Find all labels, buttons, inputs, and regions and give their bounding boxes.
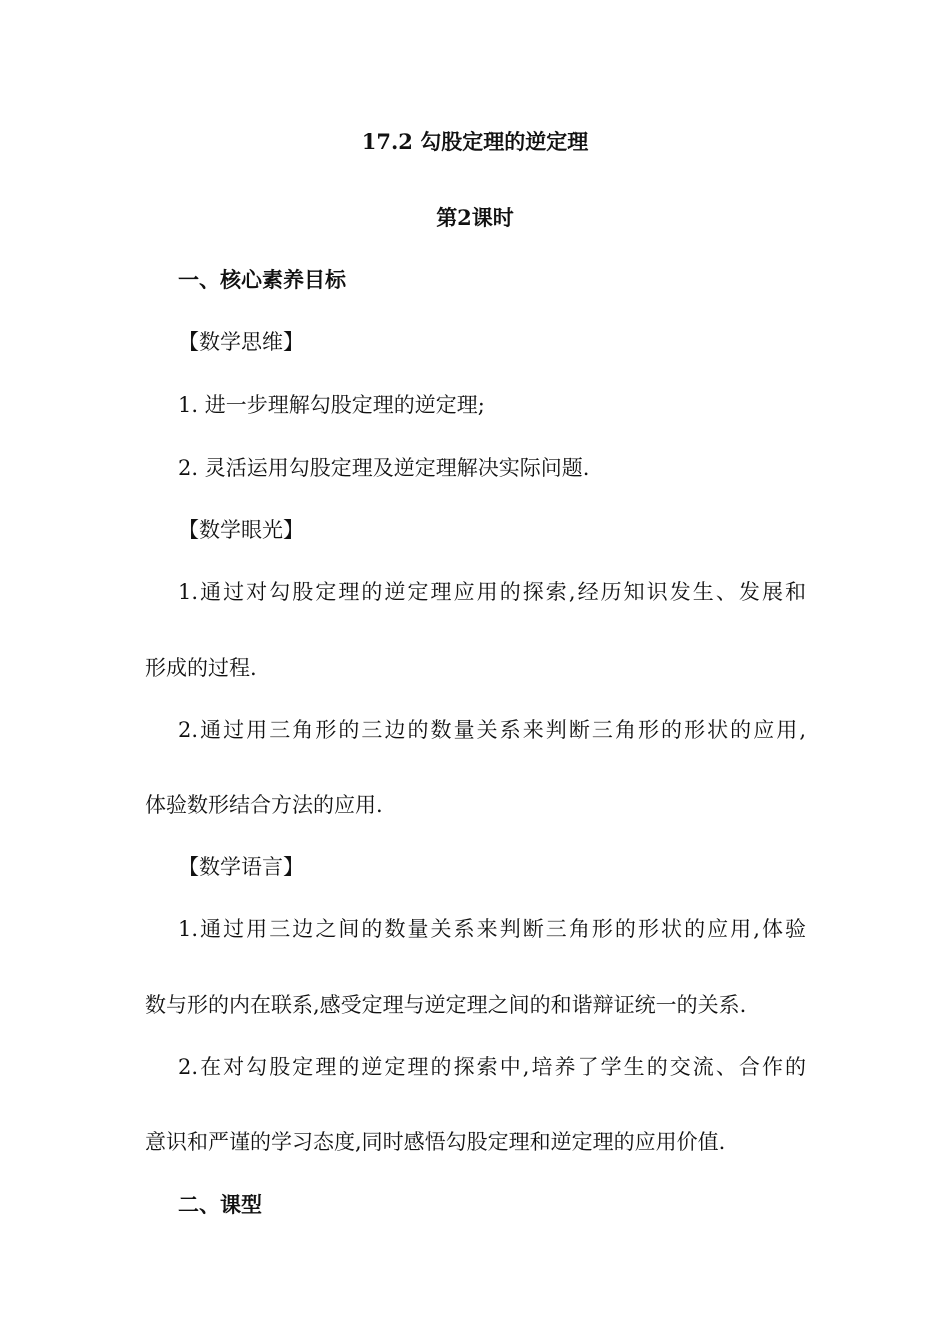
thinking-item-2: 2. 灵活运用勾股定理及逆定理解决实际问题. bbox=[178, 456, 590, 480]
vision-paragraph-1-line-2: 形成的过程. bbox=[145, 656, 257, 680]
lesson-subtitle: 第2课时 bbox=[436, 205, 514, 230]
vision-paragraph-2-line-2: 体验数形结合方法的应用. bbox=[145, 793, 383, 817]
section-heading-core-goals: 一、核心素养目标 bbox=[178, 267, 346, 292]
label-math-language: 【数学语言】 bbox=[178, 855, 304, 879]
language-paragraph-2-line-2: 意识和严谨的学习态度,同时感悟勾股定理和逆定理的应用价值. bbox=[145, 1130, 726, 1154]
vision-paragraph-1-line-1: 1.通过对勾股定理的逆定理应用的探索,经历知识发生、发展和 bbox=[178, 580, 806, 604]
section-heading-lesson-type: 二、课型 bbox=[178, 1192, 262, 1217]
language-paragraph-2-line-1: 2.在对勾股定理的逆定理的探索中,培养了学生的交流、合作的 bbox=[178, 1055, 806, 1079]
language-paragraph-1-line-2: 数与形的内在联系,感受定理与逆定理之间的和谐辩证统一的关系. bbox=[145, 993, 747, 1017]
label-math-vision: 【数学眼光】 bbox=[178, 518, 304, 542]
label-math-thinking: 【数学思维】 bbox=[178, 330, 304, 354]
thinking-item-1: 1. 进一步理解勾股定理的逆定理; bbox=[178, 393, 485, 417]
document-title: 17.2 勾股定理的逆定理 bbox=[361, 129, 589, 154]
vision-paragraph-2-line-1: 2.通过用三角形的三边的数量关系来判断三角形的形状的应用, bbox=[178, 718, 806, 742]
language-paragraph-1-line-1: 1.通过用三边之间的数量关系来判断三角形的形状的应用,体验 bbox=[178, 917, 806, 941]
